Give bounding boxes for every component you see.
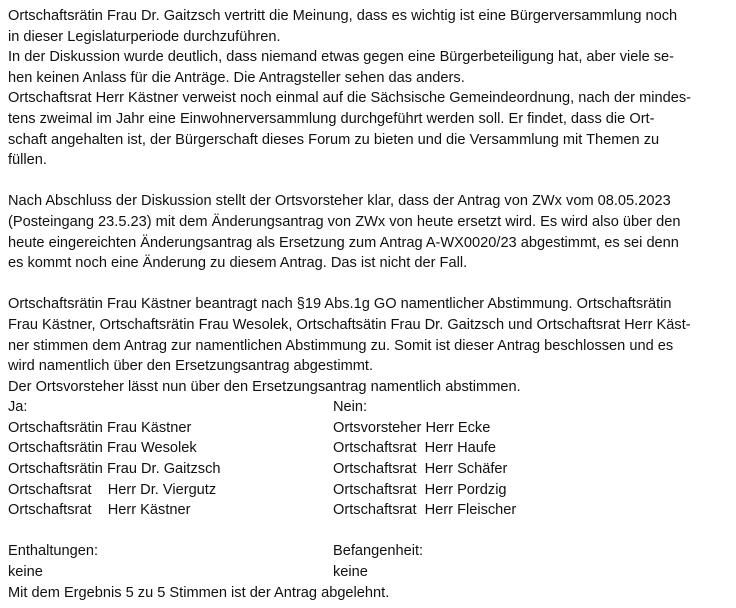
bias-value: keine: [333, 564, 368, 581]
abstention-value-row: [8, 562, 730, 583]
vote-result: Mit dem Ergebnis 5 zu 5 Stimmen ist der Antrag abgelehnt.: [8, 584, 390, 601]
text-line: Ortschaftsrätin Frau Kästner beantragt nach §19 Abs.1g GO namentlicher Abstimmung. Ortschaftsrätin: [8, 296, 672, 313]
yes-voter: Ortschaftsrätin Frau Wesolek: [8, 440, 197, 457]
no-voter: Ortschaftsrat Herr Haufe: [333, 440, 497, 457]
yes-header: Ja:: [8, 399, 28, 416]
yes-voter: Ortschaftsrat Herr Dr. Viergutz: [8, 481, 217, 498]
text-line: Der Ortsvorsteher lässt nun über den Ersetzungsantrag namentlich abstimmen.: [8, 378, 521, 395]
no-voter: Ortschaftsrat Herr Pordzig: [333, 481, 507, 498]
text-line: ner stimmen dem Antrag zur namentlichen Abstimmung zu. Somit ist dieser Antrag beschlossen und es: [8, 337, 674, 354]
vote-table: [8, 397, 730, 603]
yes-voter: Ortschaftsrätin Frau Kästner: [8, 419, 192, 436]
abstentions-header: Enthaltungen:: [8, 543, 99, 560]
text-line: in dieser Legislaturperiode durchzuführen.: [8, 28, 281, 45]
text-line: schaft angehalten ist, der Bürgerschaft dieses Forum zu bieten und die Versammlung mit Themen zu: [8, 131, 660, 148]
spacer: [8, 171, 730, 192]
text-line: Ortschaftsrat Herr Kästner verweist noch einmal auf die Sächsische Gemeindeordnung, nach der mindes-: [8, 90, 691, 107]
vote-row: [8, 480, 730, 501]
no-voter: Ortschaftsrat Herr Fleischer: [333, 502, 517, 519]
spacer: [8, 521, 730, 542]
text-line: hen keinen Anlass für die Anträge. Die Antragsteller sehen das anders.: [8, 69, 465, 86]
abstention-header-row: [8, 541, 730, 562]
text-line: Frau Kästner, Ortschaftsrätin Frau Wesolek, Ortschaftsätin Frau Dr. Gaitzsch und Ortschaftsrat Herr Käst-: [8, 316, 691, 333]
abstentions-value: keine: [8, 564, 43, 581]
spacer: [8, 274, 730, 295]
text-line: tens zweimal im Jahr eine Einwohnerversammlung durchgeführt werden soll. Er findet, dass die Ort-: [8, 110, 655, 127]
no-voter: Ortsvorsteher Herr Ecke: [333, 419, 491, 436]
document-body: [8, 6, 730, 603]
yes-voter: Ortschaftsrat Herr Kästner: [8, 502, 191, 519]
vote-row: [8, 500, 730, 521]
paragraph-conclusion: [8, 191, 730, 273]
paragraph-discussion: [8, 6, 730, 171]
text-line: (Posteingang 23.5.23) mit dem Änderungsantrag von ZWx von heute ersetzt wird. Es wird also über den: [8, 213, 681, 230]
bias-header: Befangenheit:: [333, 543, 424, 560]
paragraph-motion: [8, 294, 730, 397]
vote-row: [8, 438, 730, 459]
text-line: Nach Abschluss der Diskussion stellt der Ortsvorsteher klar, dass der Antrag von ZWx vom 08.05.2023: [8, 193, 671, 210]
no-voter: Ortschaftsrat Herr Schäfer: [333, 461, 508, 478]
text-line: es kommt noch eine Änderung zu diesem Antrag. Das ist nicht der Fall.: [8, 255, 468, 272]
text-line: heute eingereichten Änderungsantrag als Ersetzung zum Antrag A-WX0020/23 abgestimmt, es sei denn: [8, 234, 679, 251]
text-line: Ortschaftsrätin Frau Dr. Gaitzsch vertritt die Meinung, dass es wichtig ist eine Bürgerversammlung noch: [8, 8, 678, 24]
vote-row: [8, 459, 730, 480]
no-header: Nein:: [333, 399, 368, 416]
vote-row: [8, 418, 730, 439]
yes-voter: Ortschaftsrätin Frau Dr. Gaitzsch: [8, 461, 221, 478]
text-line: füllen.: [8, 152, 47, 169]
text-line: wird namentlich über den Ersetzungsantrag abgestimmt.: [8, 358, 374, 375]
text-line: In der Diskussion wurde deutlich, dass niemand etwas gegen eine Bürgerbeteiligung hat, aber viele se-: [8, 49, 675, 66]
vote-header-row: [8, 397, 730, 418]
